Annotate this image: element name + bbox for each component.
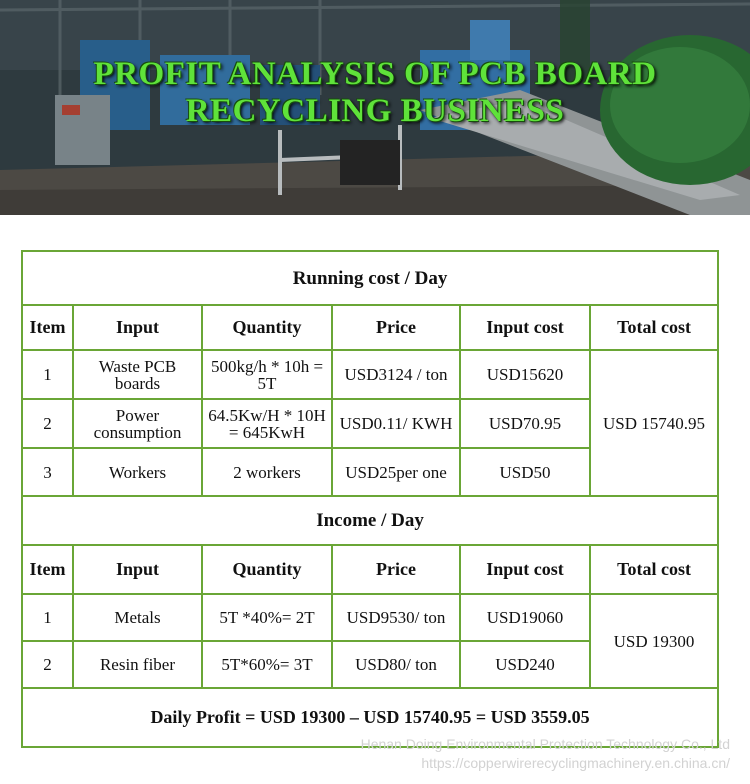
item-cell: 3	[22, 448, 73, 496]
watermark-url: https://copperwirerecyclingmachinery.en.china.cn/	[421, 755, 730, 771]
banner-title-line1: PROFIT ANALYSIS OF PCB BOARD	[93, 56, 657, 92]
column-header: Quantity	[202, 305, 332, 350]
income-total-cell: USD 19300	[590, 594, 718, 688]
item-cell: 1	[22, 594, 73, 641]
item-cell: 1	[22, 350, 73, 399]
banner-title	[0, 56, 750, 130]
quantity-cell: 2 workers	[202, 448, 332, 496]
income-title-row	[22, 496, 718, 545]
column-header: Price	[332, 545, 460, 594]
column-header: Total cost	[590, 305, 718, 350]
column-header: Input	[73, 545, 202, 594]
running-total-cell: USD 15740.95	[590, 350, 718, 496]
input-cell: Resin fiber	[73, 641, 202, 688]
quantity-cell: 5T *40%= 2T	[202, 594, 332, 641]
input-cell: Workers	[73, 448, 202, 496]
cost-cell: USD240	[460, 641, 590, 688]
column-header: Total cost	[590, 545, 718, 594]
price-cell: USD25per one	[332, 448, 460, 496]
item-cell: 2	[22, 641, 73, 688]
input-cell: Metals	[73, 594, 202, 641]
column-header: Item	[22, 545, 73, 594]
price-cell: USD0.11/ KWH	[332, 399, 460, 448]
quantity-cell: 64.5Kw/H * 10H = 645KwH	[202, 399, 332, 448]
column-header: Price	[332, 305, 460, 350]
banner	[0, 0, 750, 215]
table-row	[22, 350, 718, 399]
profit-table	[21, 250, 719, 748]
quantity-cell: 500kg/h * 10h = 5T	[202, 350, 332, 399]
column-header: Input cost	[460, 305, 590, 350]
item-cell: 2	[22, 399, 73, 448]
cost-cell: USD15620	[460, 350, 590, 399]
daily-profit: Daily Profit = USD 19300 – USD 15740.95 = USD 3559.05	[22, 688, 718, 747]
price-cell: USD3124 / ton	[332, 350, 460, 399]
column-header: Input cost	[460, 545, 590, 594]
price-cell: USD9530/ ton	[332, 594, 460, 641]
column-header: Quantity	[202, 545, 332, 594]
running-header-row	[22, 305, 718, 350]
table-row	[22, 594, 718, 641]
income-section-title: Income / Day	[22, 496, 718, 545]
watermark-company: Henan Doing Environmental Protection Technology Co., Ltd	[360, 736, 730, 752]
cost-cell: USD50	[460, 448, 590, 496]
income-header-row	[22, 545, 718, 594]
input-cell: Waste PCB boards	[73, 350, 202, 399]
running-title-row	[22, 251, 718, 305]
quantity-cell: 5T*60%= 3T	[202, 641, 332, 688]
input-cell: Power consumption	[73, 399, 202, 448]
cost-cell: USD19060	[460, 594, 590, 641]
price-cell: USD80/ ton	[332, 641, 460, 688]
column-header: Input	[73, 305, 202, 350]
column-header: Item	[22, 305, 73, 350]
cost-cell: USD70.95	[460, 399, 590, 448]
running-section-title: Running cost / Day	[22, 251, 718, 305]
banner-title-line2: RECYCLING BUSINESS	[185, 93, 565, 129]
